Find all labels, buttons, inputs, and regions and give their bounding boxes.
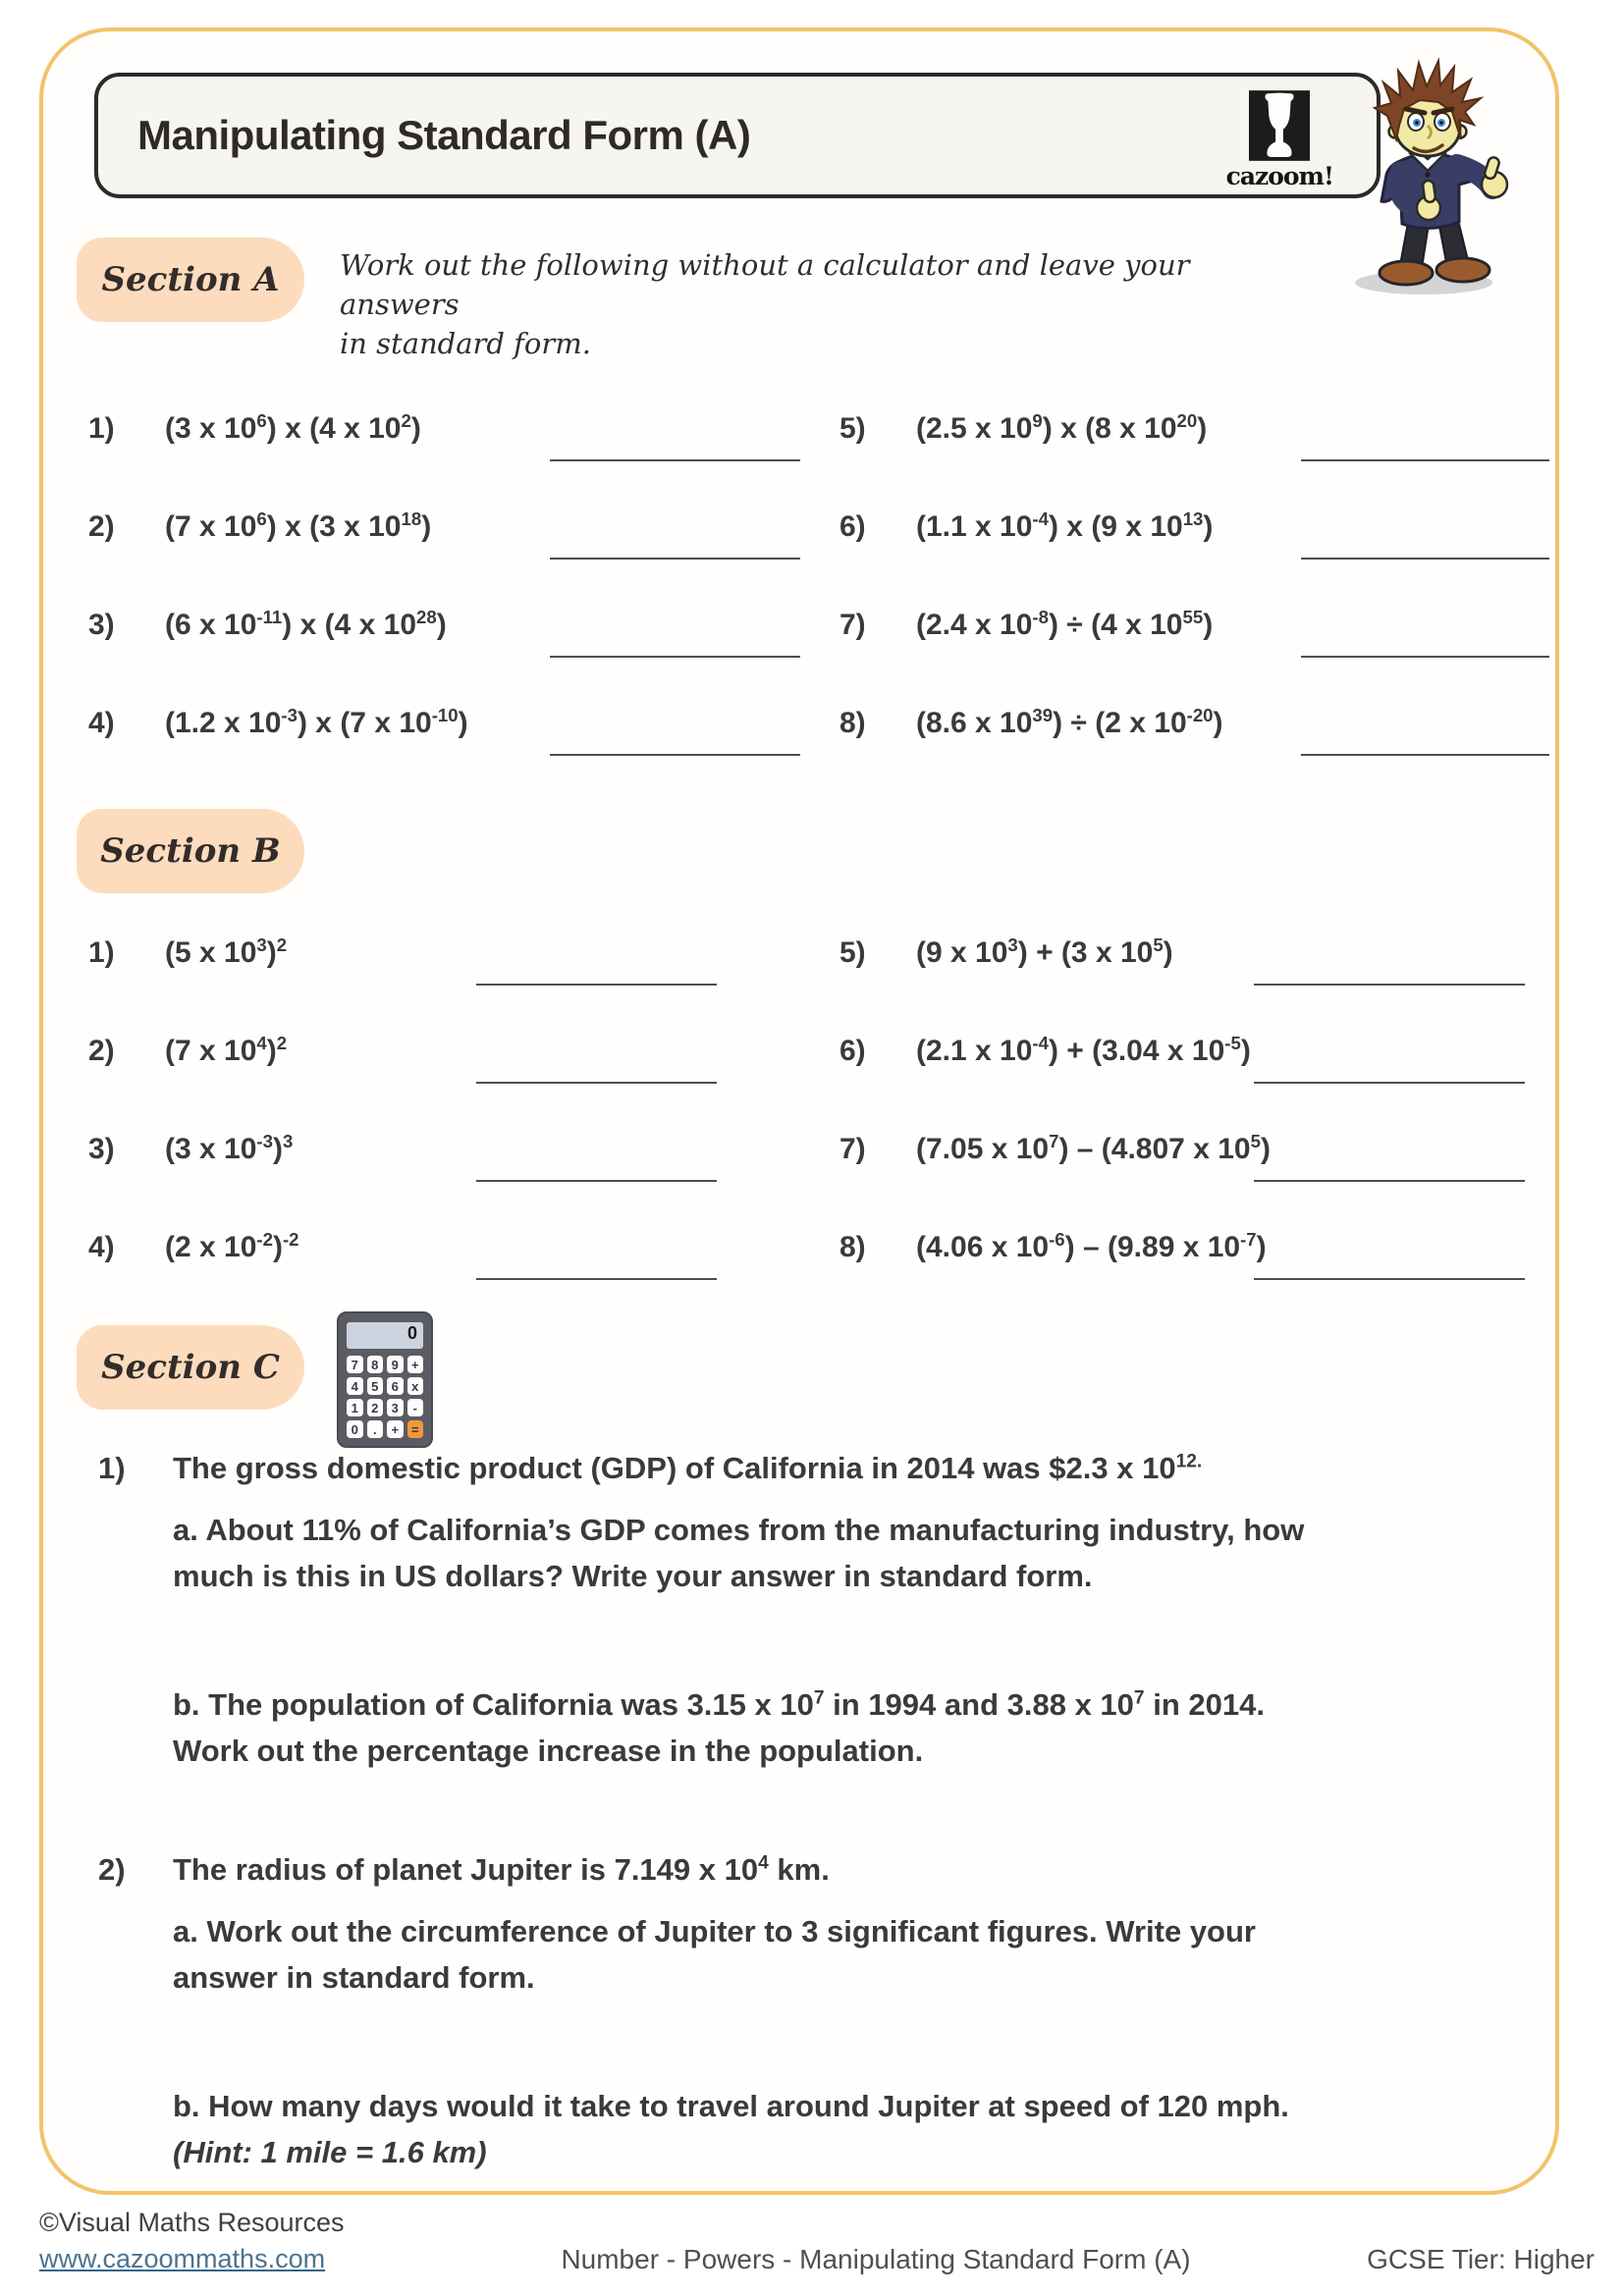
answer-blank <box>550 754 800 756</box>
document-path: Number - Powers - Manipulating Standard Form (A) <box>561 2244 1191 2274</box>
problem-part: a. Work out the circumference of Jupiter to 3 significant figures. Write your answer in standard form. <box>173 1914 1256 1996</box>
question-expression: (2.5 x $10^9$) x (8 x $10^{20}$) <box>916 410 1208 446</box>
section-c-problems <box>98 1445 1555 2175</box>
answer-blank <box>550 656 800 658</box>
question-number: 5) <box>839 412 866 446</box>
tier-label: GCSE Tier: Higher <box>1367 2244 1595 2274</box>
question-item <box>839 933 1600 1031</box>
calc-key: 3 <box>387 1399 404 1416</box>
question-item <box>88 1227 839 1325</box>
answer-blank <box>1301 558 1549 560</box>
question-number: 2) <box>88 510 115 544</box>
section-a-instruction: Work out the following without a calculator and leave your answers in standard form. <box>340 248 1190 361</box>
question-expression: (9 x $10^3) + (3$ x $10^5$) <box>916 934 1173 970</box>
answer-blank <box>1254 1278 1525 1280</box>
calc-key: 2 <box>367 1399 384 1416</box>
question-number: 7) <box>839 1133 866 1166</box>
answer-blank <box>476 1180 717 1182</box>
section-a-questions <box>88 408 1555 801</box>
question-item <box>88 507 839 605</box>
question-item <box>88 1129 839 1227</box>
answer-blank <box>1301 656 1549 658</box>
answer-blank <box>550 459 800 461</box>
question-item <box>839 605 1600 703</box>
question-number: 1) <box>88 936 115 970</box>
answer-blank <box>1254 984 1525 986</box>
question-expression: (7 x $10^6$) x (3 x $10^{18}$) <box>165 508 432 544</box>
question-expression: (7 x $10^4)^2$ <box>165 1033 288 1068</box>
answer-blank <box>476 1278 717 1280</box>
calc-key: 0 <box>347 1420 363 1438</box>
answer-blank <box>1254 1082 1525 1084</box>
question-expression: (1.2 x $10^{-3}$) x (7 x $10^{-10}$) <box>165 705 468 740</box>
question-item <box>88 605 839 703</box>
question-number: 2) <box>88 1035 115 1068</box>
question-number: 1) <box>88 412 115 446</box>
cazoom-goblet-icon <box>1249 90 1310 161</box>
question-expression: (6 x $10^{-11}$) x (4 x $10^{28}$) <box>165 607 447 642</box>
calc-key: = <box>407 1420 424 1438</box>
question-number: 3) <box>88 1133 115 1166</box>
calc-key: 6 <box>387 1377 404 1395</box>
question-number: 3) <box>88 609 115 642</box>
question-expression: (2.1 x $10^{-4}) + (3.04$ x $10^{-5}$) <box>916 1033 1251 1068</box>
question-item <box>839 1031 1600 1129</box>
question-expression: (3 x $10^6$) x (4 x $10^2$) <box>165 410 421 446</box>
question-number: 5) <box>839 936 866 970</box>
section-b-header <box>77 809 1555 893</box>
calc-key: + <box>387 1420 404 1438</box>
word-problem <box>98 1445 1555 1774</box>
problem-number: 1) <box>98 1451 126 1486</box>
question-number: 4) <box>88 707 115 740</box>
question-expression: (5 x $10^3)^2$ <box>165 934 288 970</box>
answer-blank <box>476 984 717 986</box>
question-item <box>88 408 839 507</box>
question-item <box>839 408 1600 507</box>
worksheet-title-box <box>94 73 1380 198</box>
question-expression: (8.6 x $10^{39}) \div (2$ x $10^{-20}$) <box>916 705 1223 740</box>
question-expression: (4.06 x $10^{-6}) - (9.89$ x $10^{-7}$) <box>916 1229 1267 1264</box>
website-link[interactable]: www.cazoommaths.com <box>39 2244 326 2273</box>
worksheet-page <box>39 27 1559 2195</box>
section-c-label: Section C <box>77 1325 304 1410</box>
word-problem <box>98 1846 1555 2175</box>
question-number: 7) <box>839 609 866 642</box>
footer-credits <box>39 2205 412 2277</box>
problem-part: b. The population of California was 3.15 x $10^7$ in 1994 and 3.88 x $10^7$ in 2014. Work out the percentage increase in the population. <box>173 1687 1265 1769</box>
section-a-label: Section A <box>77 238 304 322</box>
calculator-display: 0 <box>347 1322 423 1349</box>
problem-intro: The radius of planet Jupiter is 7.149 x $10^4$ km. <box>173 1852 830 1888</box>
calc-key: . <box>367 1420 384 1438</box>
calc-key: - <box>407 1399 424 1416</box>
page-footer <box>39 2205 1595 2277</box>
cazoom-logo-text: cazoom! <box>1225 162 1333 190</box>
section-b-label: Section B <box>77 809 304 893</box>
answer-blank <box>1254 1180 1525 1182</box>
question-item <box>839 507 1600 605</box>
problem-part: b. How many days would it take to travel around Jupiter at speed of 120 mph. <box>173 2089 1289 2124</box>
calc-key: x <box>407 1377 424 1395</box>
question-item <box>839 703 1600 801</box>
question-item <box>88 1031 839 1129</box>
question-number: 6) <box>839 1035 866 1068</box>
page-title: Manipulating Standard Form (A) <box>137 112 751 158</box>
question-expression: (7.05 x $10^7) - (4.807$ x $10^5$) <box>916 1131 1271 1166</box>
problem-intro: The gross domestic product (GDP) of California in 2014 was $2.3 x $10^{12.}$ <box>173 1451 1203 1486</box>
mascot-illustration <box>1337 55 1534 300</box>
answer-blank <box>476 1082 717 1084</box>
section-c-header <box>77 1323 1555 1437</box>
calc-key: 7 <box>347 1356 363 1373</box>
question-expression: (2.4 x $10^{-8}) \div (4$ x $10^{55}$) <box>916 607 1214 642</box>
section-a-header <box>77 238 1555 363</box>
calc-key: 4 <box>347 1377 363 1395</box>
calculator-keys <box>347 1356 423 1438</box>
question-number: 8) <box>839 707 866 740</box>
calc-key: 8 <box>367 1356 384 1373</box>
answer-blank <box>1301 459 1549 461</box>
calc-key: 9 <box>387 1356 404 1373</box>
question-expression: (3 x $10^{-3})^3$ <box>165 1131 294 1166</box>
question-item <box>839 1129 1600 1227</box>
calc-key: 1 <box>347 1399 363 1416</box>
question-number: 6) <box>839 510 866 544</box>
section-b-questions <box>88 933 1555 1325</box>
problem-hint: (Hint: 1 mile = 1.6 km) <box>173 2135 487 2170</box>
question-item <box>88 933 839 1031</box>
question-item <box>839 1227 1600 1325</box>
answer-blank <box>1301 754 1549 756</box>
calc-key: 5 <box>367 1377 384 1395</box>
question-expression: (2 x $10^{-2})^{-2}$ <box>165 1229 299 1264</box>
answer-blank <box>550 558 800 560</box>
question-number: 8) <box>839 1231 866 1264</box>
problem-part: a. About 11% of California’s GDP comes from the manufacturing industry, how much is this in US dollars? Write your answer in standard form. <box>173 1513 1305 1594</box>
problem-number: 2) <box>98 1852 126 1888</box>
question-number: 4) <box>88 1231 115 1264</box>
question-expression: (1.1 x $10^{-4}$) x (9 x $10^{13}$) <box>916 508 1214 544</box>
question-item <box>88 703 839 801</box>
cazoom-logo <box>1226 90 1333 190</box>
calc-key: + <box>407 1356 424 1373</box>
copyright-text: ©Visual Maths Resources <box>39 2208 345 2237</box>
calculator-icon <box>337 1311 433 1448</box>
